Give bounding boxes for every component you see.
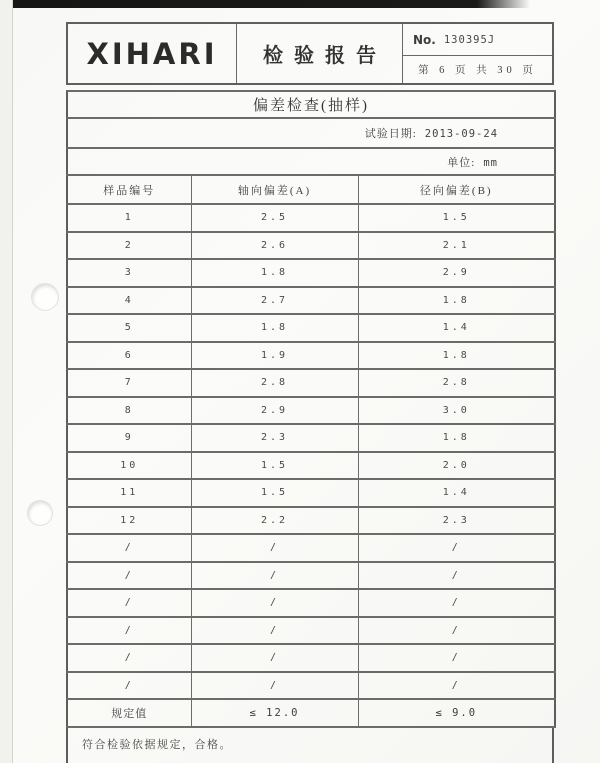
sample-number-cell: 4	[67, 287, 191, 315]
spec-label: 规定值	[67, 699, 191, 727]
table-row	[67, 342, 555, 370]
sample-number-cell: /	[67, 672, 191, 700]
radial-deviation-cell: /	[358, 589, 555, 617]
radial-deviation-cell: 2.3	[358, 507, 555, 535]
axial-deviation-cell: /	[191, 617, 358, 645]
company-logo: XIHARI	[86, 36, 218, 71]
report-header	[66, 22, 554, 85]
radial-deviation-cell: 1.8	[358, 424, 555, 452]
table-row	[67, 562, 555, 590]
radial-deviation-cell: 2.9	[358, 259, 555, 287]
unit-value: mm	[483, 156, 499, 169]
radial-deviation-cell: 1.8	[358, 342, 555, 370]
scan-left-edge	[0, 0, 13, 763]
axial-deviation-cell: /	[191, 644, 358, 672]
scan-top-shadow	[0, 0, 530, 8]
radial-deviation-cell: 1.8	[358, 287, 555, 315]
table-row	[67, 534, 555, 562]
page-info: 第 6 页 共 30 页	[418, 65, 537, 76]
table-row	[67, 644, 555, 672]
report-number-cell	[403, 24, 552, 83]
report-number-row	[403, 24, 552, 56]
deviation-table	[66, 90, 556, 728]
radial-deviation-cell: /	[358, 672, 555, 700]
axial-deviation-cell: /	[191, 672, 358, 700]
sample-number-cell: 6	[67, 342, 191, 370]
table-row	[67, 397, 555, 425]
conclusion-box	[66, 728, 554, 763]
radial-deviation-cell: /	[358, 644, 555, 672]
radial-deviation-cell: 1.5	[358, 204, 555, 232]
sample-number-cell: 1	[67, 204, 191, 232]
axial-deviation-cell: /	[191, 562, 358, 590]
sample-number-cell: 3	[67, 259, 191, 287]
report-title-cell	[237, 24, 403, 83]
sample-number-cell: /	[67, 617, 191, 645]
report-title: 检验报告	[263, 45, 387, 67]
table-row	[67, 287, 555, 315]
spec-row	[67, 699, 555, 727]
radial-deviation-cell: 3.0	[358, 397, 555, 425]
test-date-label: 试验日期:	[364, 128, 417, 140]
table-row	[67, 369, 555, 397]
radial-deviation-cell: /	[358, 562, 555, 590]
radial-deviation-cell: 2.1	[358, 232, 555, 260]
table-header-row	[67, 175, 555, 204]
report-document	[66, 22, 554, 763]
column-header-axial: 轴向偏差(A)	[191, 175, 358, 204]
table-row	[67, 232, 555, 260]
report-number-label: No.	[413, 32, 436, 47]
axial-deviation-cell: 1.8	[191, 314, 358, 342]
table-row	[67, 617, 555, 645]
axial-deviation-cell: 2.8	[191, 369, 358, 397]
axial-deviation-cell: 1.8	[191, 259, 358, 287]
punch-hole-top	[31, 283, 59, 311]
axial-deviation-cell: 1.9	[191, 342, 358, 370]
spec-axial-limit: ≤ 12.0	[191, 699, 358, 727]
table-row	[67, 204, 555, 232]
test-date-value: 2013-09-24	[424, 128, 499, 140]
sample-number-cell: 10	[67, 452, 191, 480]
punch-hole-bottom	[27, 500, 53, 526]
axial-deviation-cell: 2.5	[191, 204, 358, 232]
axial-deviation-cell: /	[191, 534, 358, 562]
radial-deviation-cell: 1.4	[358, 314, 555, 342]
table-row	[67, 507, 555, 535]
spec-radial-limit: ≤ 9.0	[358, 699, 555, 727]
axial-deviation-cell: 2.9	[191, 397, 358, 425]
sample-number-cell: 12	[67, 507, 191, 535]
test-date-row	[67, 118, 555, 148]
sample-number-cell: /	[67, 589, 191, 617]
logo-cell	[68, 24, 237, 83]
sample-number-cell: /	[67, 562, 191, 590]
radial-deviation-cell: /	[358, 534, 555, 562]
sample-number-cell: 7	[67, 369, 191, 397]
table-row	[67, 424, 555, 452]
table-row	[67, 259, 555, 287]
axial-deviation-cell: 2.3	[191, 424, 358, 452]
conclusion-text: 符合检验依据规定，合格。	[82, 738, 232, 751]
sample-number-cell: 2	[67, 232, 191, 260]
report-number-value: 130395J	[443, 33, 496, 46]
section-title-row	[67, 91, 555, 118]
table-row	[67, 589, 555, 617]
column-header-sample: 样品编号	[67, 175, 191, 204]
radial-deviation-cell: 2.0	[358, 452, 555, 480]
section-title: 偏差检查(抽样)	[67, 91, 555, 118]
table-row	[67, 672, 555, 700]
axial-deviation-cell: 1.5	[191, 479, 358, 507]
axial-deviation-cell: 1.5	[191, 452, 358, 480]
column-header-radial: 径向偏差(B)	[358, 175, 555, 204]
axial-deviation-cell: /	[191, 589, 358, 617]
radial-deviation-cell: /	[358, 617, 555, 645]
sample-number-cell: 11	[67, 479, 191, 507]
sample-number-cell: 5	[67, 314, 191, 342]
table-row	[67, 452, 555, 480]
radial-deviation-cell: 2.8	[358, 369, 555, 397]
table-row	[67, 479, 555, 507]
sample-number-cell: /	[67, 644, 191, 672]
axial-deviation-cell: 2.7	[191, 287, 358, 315]
sample-number-cell: 9	[67, 424, 191, 452]
sample-number-cell: 8	[67, 397, 191, 425]
unit-row	[67, 148, 555, 175]
sample-number-cell: /	[67, 534, 191, 562]
axial-deviation-cell: 2.6	[191, 232, 358, 260]
table-row	[67, 314, 555, 342]
axial-deviation-cell: 2.2	[191, 507, 358, 535]
unit-label: 单位:	[447, 156, 476, 169]
radial-deviation-cell: 1.4	[358, 479, 555, 507]
